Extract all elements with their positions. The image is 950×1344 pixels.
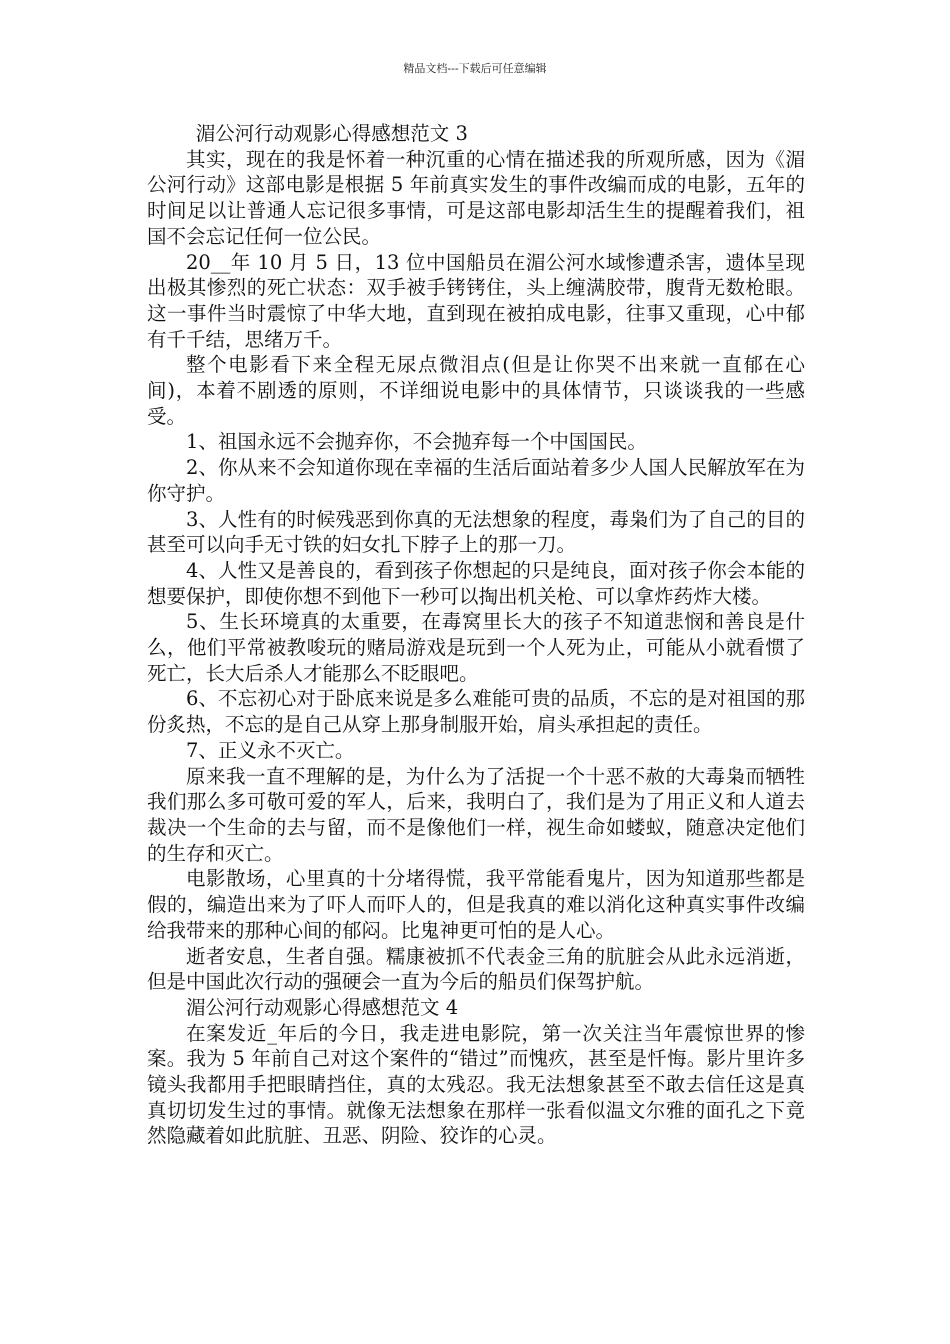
paragraph: 电影散场，心里真的十分堵得慌，我平常能看鬼片，因为知道那些都是假的，编造出来为了吓人而吓人的，但是我真的难以消化这种真实事件改编给我带来的那种心间的郁闷。比鬼神更可怕的是人心。: [147, 867, 805, 942]
paragraph: 逝者安息，生者自强。糯康被抓不代表金三角的肮脏会从此永远消逝，但是中国此次行动的强硬会一直为今后的船员们保驾护航。: [147, 944, 805, 994]
paragraph: 20__年 10 月 5 日，13 位中国船员在湄公河水域惨遭杀害，遗体呈现出极其惨烈的死亡状态：双手被手铐铐住，头上缠满胶带，腹背无数枪眼。这一事件当时震惊了中华大地，直到现在被拍成电影，往事又重现，心中郁有千千结，思绪万千。: [147, 250, 805, 351]
list-item: 4、人性又是善良的，看到孩子你想起的只是纯良，面对孩子你会本能的想要保护，即使你想不到他下一秒可以掏出机关枪、可以拿炸药炸大楼。: [147, 558, 805, 608]
paragraph: 原来我一直不理解的是，为什么为了活捉一个十恶不赦的大毒枭而牺牲我们那么多可敬可爱的军人，后来，我明白了，我们是为了用正义和人道去裁决一个生命的去与留，而不是像他们一样，视生命如蝼蚁，随意决定他们的生存和灭亡。: [147, 764, 805, 865]
page-header: 精品文档---下载后可任意编辑: [403, 62, 547, 75]
section-title-4: 湄公河行动观影心得感想范文 4: [186, 995, 459, 1019]
document-body: [147, 121, 805, 1149]
list-item: 1、祖国永远不会抛弃你，不会抛弃每一个中国国民。: [186, 430, 647, 454]
list-item: 7、正义永不灭亡。: [186, 738, 355, 762]
paragraph: 其实，现在的我是怀着一种沉重的心情在描述我的所观所感，因为《湄公河行动》这部电影是根据 5 年前真实发生的事件改编而成的电影，五年的时间足以让普通人忘记很多事情，可是这部电影却活生生的提醒着我们，祖国不会忘记任何一位公民。: [147, 147, 805, 248]
list-item: 6、不忘初心对于卧底来说是多么难能可贵的品质，不忘的是对祖国的那份炙热，不忘的是自己从穿上那身制服开始，肩头承担起的责任。: [147, 687, 805, 737]
list-item: 3、人性有的时候残恶到你真的无法想象的程度，毒枭们为了自己的目的甚至可以向手无寸铁的妇女扎下脖子上的那一刀。: [147, 507, 805, 557]
paragraph: 整个电影看下来全程无尿点微泪点(但是让你哭不出来就一直郁在心间)，本着不剧透的原则，不详细说电影中的具体情节，只谈谈我的一些感受。: [147, 353, 805, 428]
paragraph: 在案发近_年后的今日，我走进电影院，第一次关注当年震惊世界的惨案。我为 5 年前自己对这个案件的“错过”而愧疚，甚至是忏悔。影片里许多镜头我都用手把眼睛挡住，真的太残忍。我无法想象甚至不敢去信任这是真真切切发生过的事情。就像无法想象在那样一张看似温文尔雅的面孔之下竟然隐藏着如此肮脏、丑恶、阴险、狡诈的心灵。: [147, 1021, 805, 1148]
section-title-3: 湄公河行动观影心得感想范文 3: [195, 122, 468, 145]
list-item: 5、生长环境真的太重要，在毒窝里长大的孩子不知道悲悯和善良是什么，他们平常被教唆玩的赌局游戏是玩到一个人死为止，可能从小就看惯了死亡，长大后杀人才能那么不眨眼吧。: [147, 610, 805, 685]
list-item: 2、你从来不会知道你现在幸福的生活后面站着多少人国人民解放军在为你守护。: [147, 456, 805, 505]
